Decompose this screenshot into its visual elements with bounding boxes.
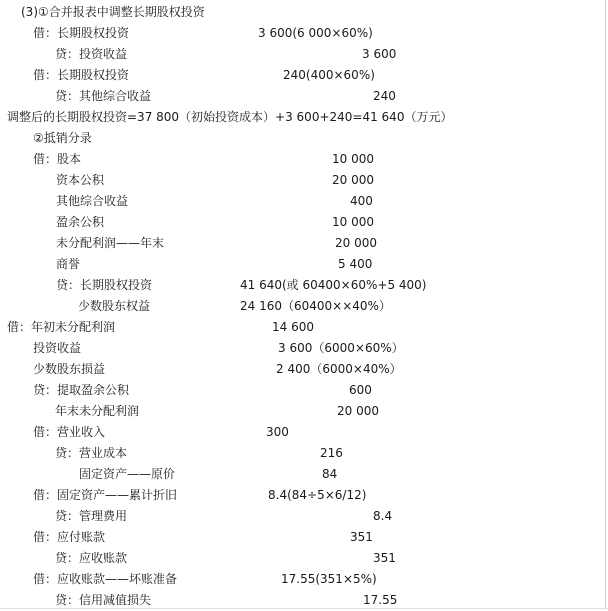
entry-line	[0, 359, 608, 380]
section-heading-elimination	[0, 128, 608, 149]
entry-amount: 2 400（6000×40%）	[276, 362, 402, 376]
entry-label: 贷：营业成本	[55, 446, 128, 460]
entry-label: 借：应付账款	[33, 530, 106, 544]
entry-line	[0, 569, 608, 590]
entry-label: 其他综合收益	[56, 194, 129, 208]
bottom-edge-divider	[0, 608, 608, 609]
entry-label: 未分配利润——年末	[56, 236, 165, 250]
entry-label: 贷：提取盈余公积	[33, 383, 130, 397]
entry-line	[0, 212, 608, 233]
entry-label: ②抵销分录	[33, 131, 92, 145]
entry-label: 少数股东损益	[33, 362, 106, 376]
entry-amount: 8.4(84÷5×6/12)	[268, 488, 367, 502]
entry-line	[0, 317, 608, 338]
entry-amount: 14 600	[272, 320, 314, 334]
entry-label: 调整后的长期股权投资=37 800（初始投资成本）+3 600+240=41 640（万元）	[7, 110, 453, 124]
entry-amount: 3 600(6 000×60%)	[258, 26, 373, 40]
entry-line	[0, 191, 608, 212]
entry-line	[0, 338, 608, 359]
entry-line	[0, 443, 608, 464]
entry-amount: 17.55(351×5%)	[281, 572, 377, 586]
entry-line	[0, 506, 608, 527]
entry-amount: 3 600（6000×60%）	[278, 341, 404, 355]
entry-label: 贷：投资收益	[55, 47, 128, 61]
entry-amount: 216	[320, 446, 343, 460]
entry-line	[0, 254, 608, 275]
entry-label: 少数股东权益	[78, 299, 151, 313]
entry-label: 借：固定资产——累计折旧	[33, 488, 178, 502]
entry-line	[0, 485, 608, 506]
entry-amount: 351	[373, 551, 396, 565]
entry-line	[0, 149, 608, 170]
entry-amount: 41 640(或 60400×60%+5 400)	[240, 278, 427, 292]
entry-label: 固定资产——原价	[79, 467, 176, 481]
entry-amount: 240	[373, 89, 396, 103]
entry-label: 投资收益	[33, 341, 82, 355]
entry-amount: 20 000	[335, 236, 377, 250]
entry-line	[0, 401, 608, 422]
entry-line	[0, 44, 608, 65]
entry-label: 贷：信用减值损失	[55, 593, 152, 607]
entry-amount: 600	[349, 383, 372, 397]
entry-label: 贷：长期股权投资	[56, 278, 153, 292]
entry-label: (3)①合并报表中调整长期股权投资	[21, 5, 205, 19]
entry-label: 年末未分配利润	[55, 404, 140, 418]
entry-line	[0, 548, 608, 569]
entry-amount: 20 000	[337, 404, 379, 418]
entry-amount: 84	[322, 467, 338, 481]
entry-amount: 20 000	[332, 173, 374, 187]
entry-label: 贷：其他综合收益	[55, 89, 152, 103]
entry-amount: 17.55	[363, 593, 398, 607]
adjusted-investment-note	[0, 107, 608, 128]
entry-label: 资本公积	[56, 173, 105, 187]
entry-line	[0, 170, 608, 191]
entry-amount: 351	[350, 530, 373, 544]
entry-line	[0, 464, 608, 485]
entry-label: 商誉	[56, 257, 81, 271]
entry-amount: 10 000	[332, 215, 374, 229]
entry-line	[0, 86, 608, 107]
entry-line	[0, 422, 608, 443]
entry-amount: 3 600	[362, 47, 397, 61]
entry-line-heading	[0, 2, 608, 23]
entry-label: 借：应收账款——坏账准备	[33, 572, 178, 586]
entry-label: 贷：应收账款	[55, 551, 128, 565]
entry-line	[0, 233, 608, 254]
entry-line	[0, 527, 608, 548]
entry-amount: 240(400×60%)	[283, 68, 375, 82]
entry-amount: 24 160（60400××40%）	[240, 299, 391, 313]
entry-label: 借：长期股权投资	[33, 26, 130, 40]
entry-amount: 10 000	[332, 152, 374, 166]
entry-label: 借：长期股权投资	[33, 68, 130, 82]
entry-line	[0, 23, 608, 44]
entry-amount: 300	[266, 425, 289, 439]
entry-line	[0, 380, 608, 401]
entry-label: 借：营业收入	[33, 425, 106, 439]
entry-label: 借：年初未分配利润	[7, 320, 116, 334]
entry-line	[0, 65, 608, 86]
right-edge-divider	[605, 0, 606, 610]
entry-amount: 8.4	[373, 509, 393, 523]
entry-amount: 400	[350, 194, 373, 208]
entry-amount: 5 400	[338, 257, 373, 271]
entry-label: 借：股本	[33, 152, 82, 166]
entry-line	[0, 275, 608, 296]
entry-line	[0, 296, 608, 317]
entry-label: 贷：管理费用	[55, 509, 128, 523]
entry-label: 盈余公积	[56, 215, 105, 229]
